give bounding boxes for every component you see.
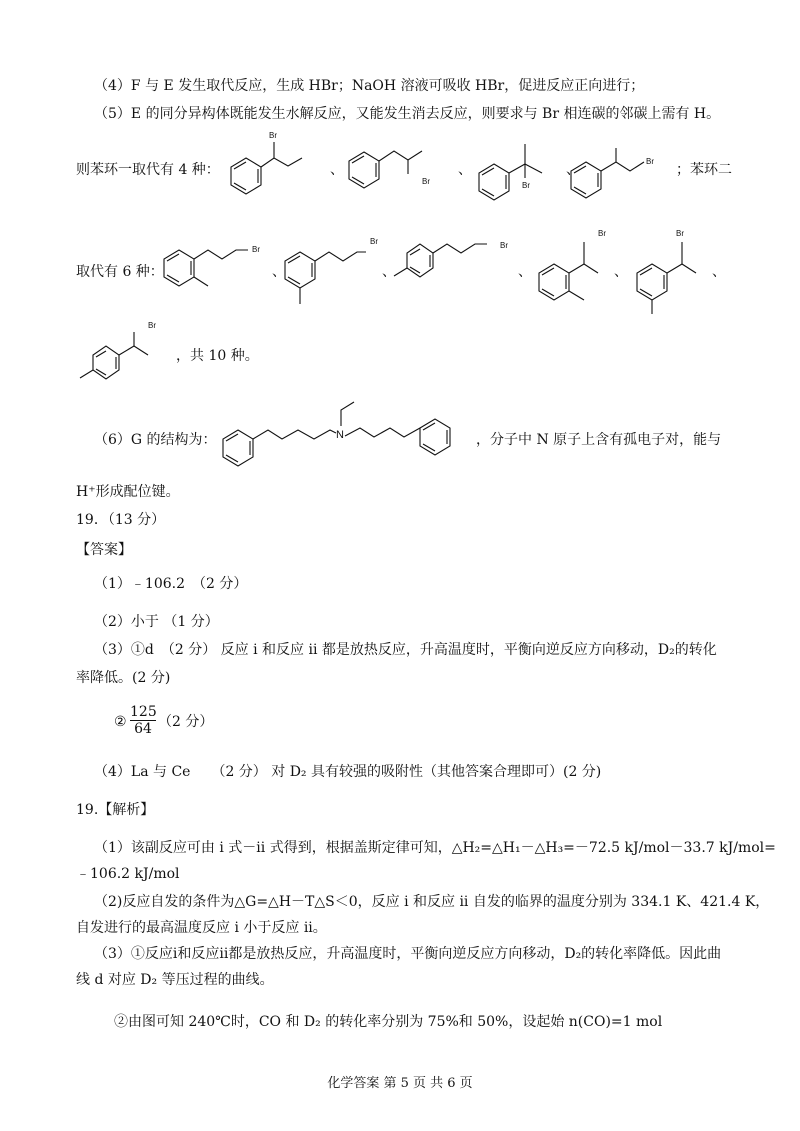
br-label: Br [598,229,606,238]
separator: 、 [272,264,286,280]
separator: 、 [382,264,396,280]
separator: 、 [712,264,726,280]
analysis-1: （1）该副反应可由 i 式－ii 式得到，根据盖斯定律可知，△H₂=△H₁－△H₃=－72.5 kJ/mol－33.7 kJ/mol= [94,840,776,856]
analysis-2b: 自发进行的最高温度反应 i 小于反应 ii。 [76,920,327,936]
br-label: Br [500,241,508,250]
di-substituted-label: 取代有 6 种： [76,264,164,280]
answer-line-6: （6）G 的结构为： [94,432,217,448]
separator: 、 [566,162,580,178]
analysis-1b: ﹣106.2 kJ/mol [76,866,180,882]
separator: 、 [614,264,628,280]
br-label: Br [370,237,378,246]
br-label: Br [252,245,260,254]
answer-heading: 【答案】 [76,542,132,558]
total-count-text: ，共 10 种。 [176,348,259,364]
answer-19-1: （1）﹣106.2 （2 分） [94,576,248,592]
answer-line-6-cont: H⁺形成配位键。 [76,484,180,500]
answer-line-6-suffix: ，分子中 N 原子上含有孤电子对，能与 [476,432,722,448]
separator: 、 [330,162,344,178]
structure-di-2 [278,232,394,316]
structure-mono-1 [216,128,332,212]
answer-19-3c-suffix: （2 分） [158,714,214,730]
br-label: Br [522,181,530,190]
answer-19-3: （3）①d （2 分） 反应 i 和反应 ii 都是放热反应，升高温度时，平衡向逆反应方向移动，D₂的转化 [94,642,717,658]
analysis-3: （3）①反应i和反应ii都是放热反应，升高温度时，平衡向逆反应方向移动，D₂的转化率降低。因此曲 [94,946,722,962]
br-label: Br [422,177,430,186]
structure-mono-2 [344,138,460,206]
answer-19-3c-prefix: ② [114,714,127,730]
separator: 、 [518,264,532,280]
page-footer: 化学答案 第 5 页 共 6 页 [327,1076,473,1091]
answer-line-4: （4）F 与 E 发生取代反应，生成 HBr；NaOH 溶液可吸收 HBr，促进反应正向进行； [94,78,645,94]
structure-mono-3 [472,130,566,214]
answer-19-3b: 率降低。(2 分) [76,670,171,686]
structure-di-1 [154,234,274,298]
br-label: Br [646,157,654,166]
mono-substituted-label: 则苯环一取代有 4 种： [76,162,220,178]
structure-g [214,398,478,474]
structure-di-3 [390,236,520,296]
fraction-denominator: 64 [130,720,156,737]
fraction-125-64 [130,704,156,737]
semicolon-text: ；苯环二 [676,162,732,178]
analysis-2: （2)反应自发的条件为△G=△H－T△S＜0，反应 i 和反应 ii 自发的临界的温度分别为 334.1 K、421.4 K， [94,894,770,910]
fraction-numerator: 125 [130,704,157,720]
br-label: Br [676,229,684,238]
answer-19-4: （4）La 与 Ce （2 分） 对 D₂ 具有较强的吸附性（其他答案合理即可）(2 分) [94,764,602,780]
analysis-4: ②由图可知 240℃时，CO 和 D₂ 的转化率分别为 75%和 50%，设起始 n(CO)=1 mol [114,1014,663,1030]
n-atom-label: N [336,429,344,441]
analysis-3b: 线 d 对应 D₂ 等压过程的曲线。 [76,972,274,988]
br-label: Br [269,131,277,140]
answer-19-2: （2）小于 （1 分） [94,614,219,630]
structure-mono-4 [566,142,678,202]
br-label: Br [148,321,156,330]
separator: 、 [458,162,472,178]
analysis-heading: 19.【解析】 [76,802,155,818]
structure-di-6 [76,318,180,394]
question-19-heading: 19．（13 分） [76,512,166,528]
answer-line-5: （5）E 的同分异构体既能发生水解反应，又能发生消去反应，则要求与 Br 相连碳的邻碳上需有 H。 [94,106,721,122]
